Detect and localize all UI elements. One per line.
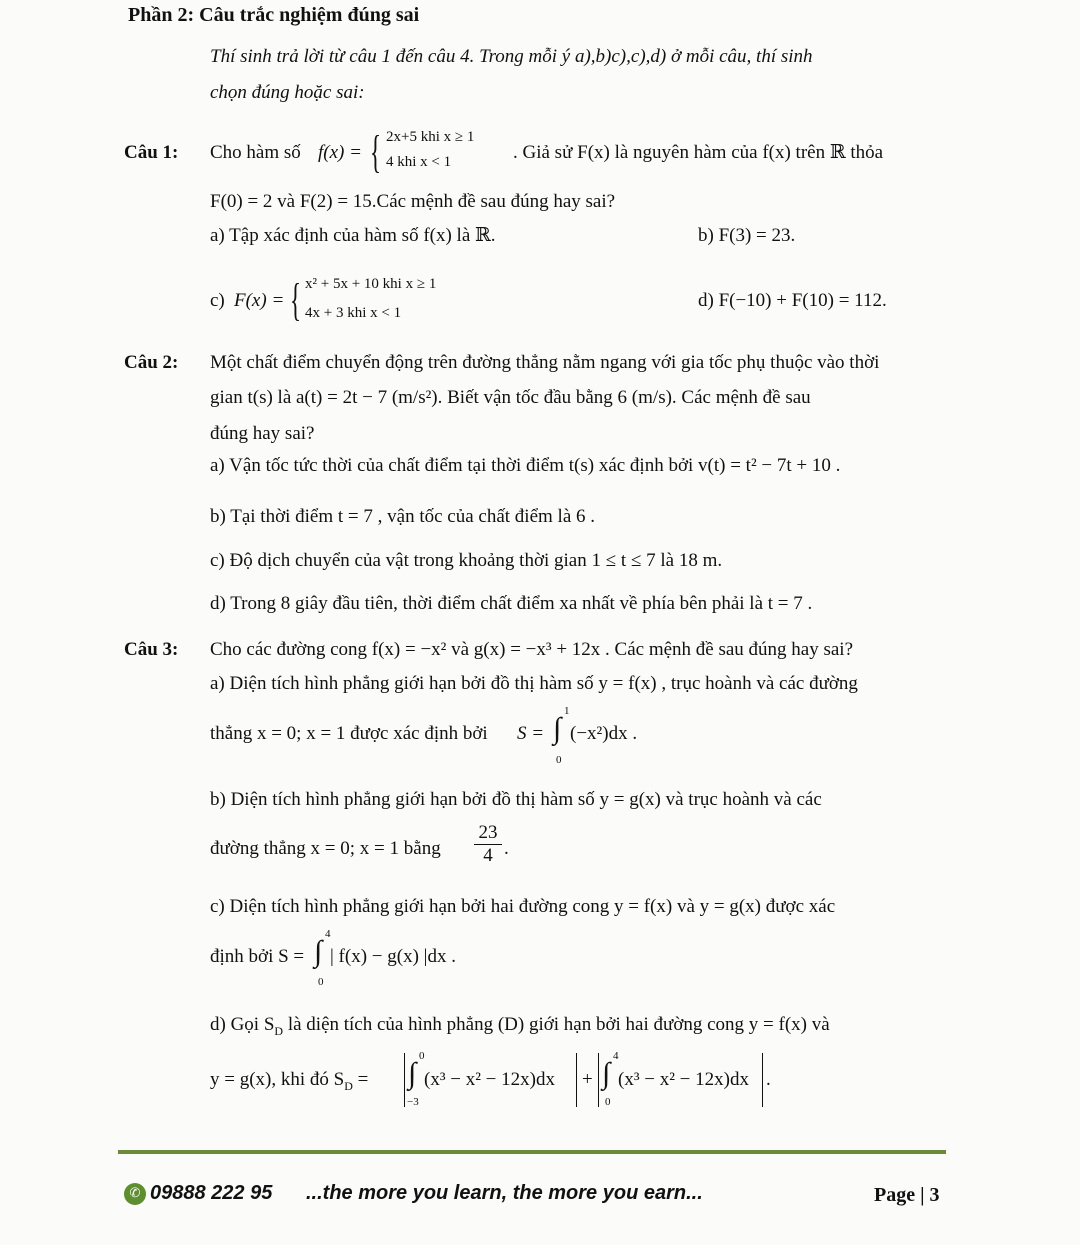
section-title: Phần 2: Câu trắc nghiệm đúng sai [128,4,420,26]
abs-bar-1-right [576,1053,577,1107]
q3-d-rest: là diện tích của hình phẳng (D) giới hạn bởi hai đường cong y = f(x) và [283,1014,830,1035]
q1-text-a: Cho hàm số [210,142,301,163]
q2-c: c) Độ dịch chuyển của vật trong khoảng thời gian 1 ≤ t ≤ 7 là 18 m. [210,550,723,571]
q1-c-case-2: 4x + 3 khi x < 1 [305,305,402,321]
q2-line-2: gian t(s) là a(t) = 2t − 7 (m/s²). Biết vận tốc đầu bằng 6 (m/s). Các mệnh đề sau [210,387,811,408]
q1-a: a) Tập xác định của hàm số f(x) là ℝ. [210,225,496,246]
q3-d-integrand-2: (x³ − x² − 12x)dx [618,1069,749,1090]
q3-a-line-1: a) Diện tích hình phẳng giới hạn bởi đồ thị hàm số y = f(x) , trục hoành và các đường [210,673,858,694]
q3-c-line-2: định bởi S = [210,946,305,967]
q3-c-integrand: | f(x) − g(x) |dx . [330,946,456,967]
q1-case-2: 4 khi x < 1 [386,154,452,170]
q3-a-int-bot: 0 [556,754,562,766]
abs-bar-1-left [404,1053,405,1107]
abs-bar-2-left [598,1053,599,1107]
q1-case-1: 2x+5 khi x ≥ 1 [386,129,475,145]
q3-b-line-2: đường thẳng x = 0; x = 1 bằng [210,838,441,859]
q3-d-line-1 [210,1014,830,1039]
q3-c-integral-sign: ∫ [314,935,323,968]
q3-d-end: . [766,1069,771,1090]
q3-label: Câu 3: [124,639,179,660]
q3-d-integral-1: ∫ [408,1057,417,1090]
q3-d2-start: y = g(x), khi đó S [210,1069,345,1090]
abs-bar-2-right [762,1053,763,1107]
q3-d-int2-top: 4 [613,1050,619,1062]
intro-line-1: Thí sinh trả lời từ câu 1 đến câu 4. Trong mỗi ý a),b)c),c),d) ở mỗi câu, thí sinh [210,46,813,67]
q3-c-int-bot: 0 [318,976,324,988]
q1-text-b: . Giả sử F(x) là nguyên hàm của f(x) trên ℝ thỏa [513,142,884,163]
q3-a-integral-sign: ∫ [553,712,562,745]
q3-d-integrand-1: (x³ − x² − 12x)dx [424,1069,555,1090]
q3-line-1: Cho các đường cong f(x) = −x² và g(x) = −x³ + 12x . Các mệnh đề sau đúng hay sai? [210,639,854,660]
q3-d2-eq: = [352,1069,369,1090]
page-number: Page | 3 [874,1184,940,1206]
q3-d-int1-top: 0 [419,1050,425,1062]
q3-c-line-1: c) Diện tích hình phẳng giới hạn bởi hai đường cong y = f(x) và y = g(x) được xác [210,896,836,917]
q3-b-line-1: b) Diện tích hình phẳng giới hạn bởi đồ thị hàm số y = g(x) và trục hoành và các [210,789,822,810]
q2-line-1: Một chất điểm chuyển động trên đường thẳng nằm ngang với gia tốc phụ thuộc vào thời [210,352,880,373]
q3-c-int-top: 4 [325,928,331,940]
intro-line-2: chọn đúng hoặc sai: [210,82,365,103]
q1-label: Câu 1: [124,142,179,163]
q3-b-denominator: 4 [483,844,493,866]
footer-phone: 09888 222 95 [150,1182,273,1204]
q3-b-numerator: 23 [474,822,502,845]
q2-d: d) Trong 8 giây đầu tiên, thời điểm chất điểm xa nhất về phía bên phải là t = 7 . [210,593,813,614]
q3-d-sub: D [274,1024,284,1038]
q3-d-plus: + [582,1069,593,1090]
q3-d-int2-bot: 0 [605,1096,611,1108]
q3-b-fraction [474,822,502,867]
q3-b-period: . [504,838,509,859]
q3-d2-sub: D [344,1079,353,1093]
footer-divider [118,1150,946,1154]
q3-a-s: S = [517,723,545,744]
q3-d-integral-2: ∫ [602,1057,611,1090]
q1-c-case-1: x² + 5x + 10 khi x ≥ 1 [305,276,437,292]
q1-c-label: c) [210,290,225,311]
q3-a-integrand: (−x²)dx . [570,723,638,744]
q2-b: b) Tại thời điểm t = 7 , vận tốc của chất điểm là 6 . [210,506,596,527]
q1-d: d) F(−10) + F(10) = 112. [698,290,887,311]
q2-line-3: đúng hay sai? [210,423,315,444]
q1-line-2: F(0) = 2 và F(2) = 15.Các mệnh đề sau đúng hay sai? [210,191,616,212]
q1-b: b) F(3) = 23. [698,225,796,246]
q3-a-int-top: 1 [564,705,570,717]
q1-c-fx: F(x) = [234,290,285,311]
footer-slogan: ...the more you learn, the more you earn... [306,1182,703,1204]
q3-d-text: d) Gọi S [210,1014,275,1035]
q1-fx: f(x) = [318,142,362,163]
q3-d-int1-bot: −3 [407,1096,419,1108]
q2-label: Câu 2: [124,352,179,373]
q1-brace: { [370,126,382,177]
q2-a: a) Vận tốc tức thời của chất điểm tại thời điểm t(s) xác định bởi v(t) = t² − 7t + 10 . [210,455,841,476]
q3-a-line-2: thẳng x = 0; x = 1 được xác định bởi [210,723,488,744]
phone-icon: ✆ [124,1183,146,1205]
q1-c-brace: { [290,274,302,325]
q3-d-line-2-start [210,1069,368,1094]
